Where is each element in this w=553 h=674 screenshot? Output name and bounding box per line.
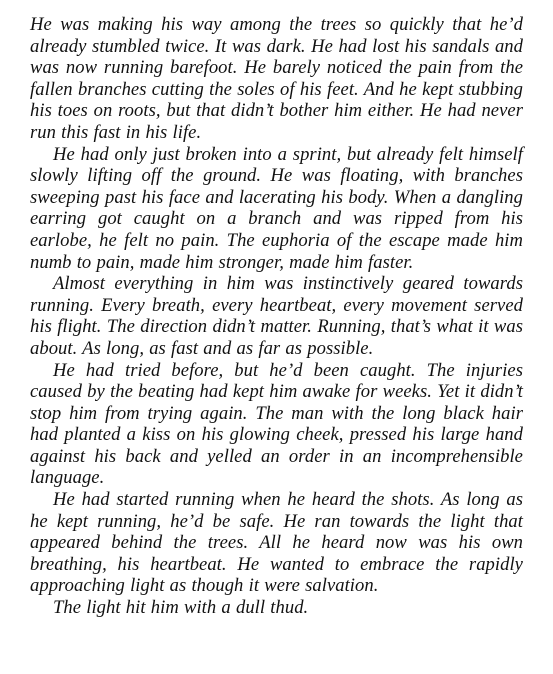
- paragraph-6: The light hit him with a dull thud.: [53, 597, 309, 619]
- paragraph-2: He had only just broken into a sprint, but already felt himself slowly lifting off the ground. He was floating, with branches sweeping past his face and lacerating his body. When a dangling earring got caught on a branch and was ripped from his earlobe, he felt no pain. The euphoria of the escape made him numb to pain, made him stronger, made him faster.: [30, 143, 523, 273]
- paragraph-5: He had started running when he heard the shots. As long as he kept running, he’d be safe. He ran towards the light that appeared behind the trees. All he heard now was his own breathing, his heartbeat. He wanted to embrace the rapidly approaching light as though it were salvation.: [30, 489, 523, 597]
- paragraph-1: He was making his way among the trees so quickly that he’d already stumbled twice. It was dark. He had lost his sandals and was now running barefoot. He barely noticed the pain from the fallen branches cutting the soles of his feet. And he kept stubbing his toes on roots, but that didn’t bother him either. He had never run this fast in his life.: [30, 14, 523, 143]
- paragraph-4: He had tried before, but he’d been caught. The injuries caused by the beating had kept him awake for weeks. Yet it didn’t stop him from trying again. The man with the long black hair had planted a kiss on his glowing cheek, pressed his large hand against his back and yelled an order in an incomprehensible language.: [30, 359, 523, 489]
- paragraph-3: Almost everything in him was instinctively geared towards running. Every breath, every heartbeat, every movement served his flight. The direction didn’t matter. Running, that’s what it was about. As long, as fast and as far as possible.: [30, 273, 523, 359]
